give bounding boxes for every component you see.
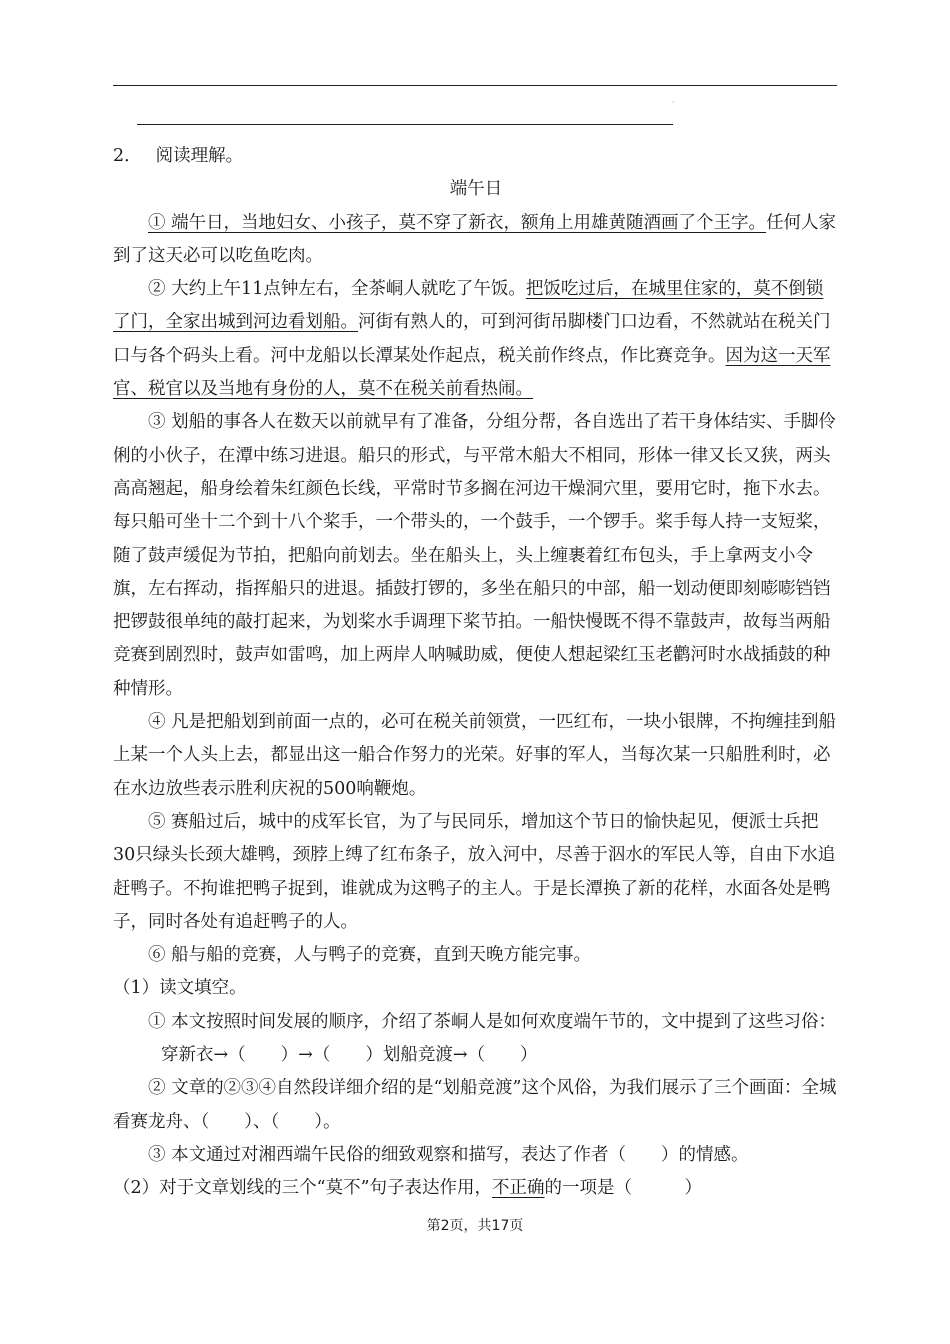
page-footer: 第2页，共17页 bbox=[426, 1218, 524, 1234]
underlined-sentence-3: 因为这一天军官、税官以及当地有身份的人，莫不在税关前看热闹。 bbox=[113, 345, 831, 400]
sub-question-1-item-3: ③ 本文通过对湘西端午民俗的细致观察和描写，表达了作者（ ）的情感。 bbox=[148, 1144, 749, 1165]
question-label: 阅读理解。 bbox=[155, 146, 244, 166]
question-number: 2． bbox=[113, 146, 142, 166]
paragraph-2: ② 大约上午11点钟左右，全茶峒人就吃了午饭。把饭吃过后，在城里住家的，莫不倒锁了门，全家出城到河边看划船。河街有熟人的，可到河街吊脚楼门口边看，不然就站在税关门口与各个码头上看。河中龙船以长潭某处作起点，税关前作终点，作比赛竞争。因为这一天军官、税官以及当地有身份的人，莫不在税关前看热闹。 bbox=[113, 279, 831, 400]
paragraph-5: ⑤ 赛船过后，城中的戍军长官，为了与民同乐，增加这个节日的愉快起见，便派士兵把30只绿头长颈大雄鸭，颈脖上缚了红布条子，放入河中，尽善于泅水的军民人等，自由下水追赶鸭子。不拘谁把鸭子捉到，谁就成为这鸭子的主人。于是长潭换了新的花样，水面各处是鸭子，同时各处有追赶鸭子的人。 bbox=[113, 811, 836, 932]
answer-line-1 bbox=[113, 85, 837, 86]
sub-question-1-item-1: ① 本文按照时间发展的顺序，介绍了茶峒人是如何欢度端午节的，文中提到了这些习俗： bbox=[148, 1011, 837, 1032]
sub-question-2: （2）对于文章划线的三个“莫不”句子表达作用，不正确的一项是（ ） bbox=[113, 1178, 703, 1199]
article-title: 端午日 bbox=[449, 179, 503, 200]
paragraph-6: ⑥ 船与船的竞赛，人与鸭子的竞赛，直到天晚方能完事。 bbox=[148, 945, 592, 966]
underlined-not-correct: 不正确 bbox=[492, 1178, 545, 1199]
underlined-sentence-2: 把饭吃过后，在城里住家的，莫不倒锁了门，全家出城到河边看划船。 bbox=[113, 279, 824, 333]
paragraph-1: ① 端午日，当地妇女、小孩子，莫不穿了新衣，额角上用雄黄随酒画了个王字。任何人家到了这天必可以吃鱼吃肉。 bbox=[113, 212, 837, 266]
sub-question-1-label: （1）读文填空。 bbox=[113, 978, 247, 999]
sub-question-1-blanks: 穿新衣→（ ）→（ ）划船竞渡→（ ） bbox=[161, 1045, 538, 1066]
faint-dot: · bbox=[672, 98, 675, 107]
answer-line-2 bbox=[137, 124, 673, 125]
sub-question-1-item-2: ② 文章的②③④自然段详细介绍的是“划船竞渡”这个风俗，为我们展示了三个画面：全城看赛龙舟、（ ）、（ ）。 bbox=[113, 1078, 837, 1132]
underlined-sentence-1: ① 端午日，当地妇女、小孩子，莫不穿了新衣，额角上用雄黄随酒画了个王字。 bbox=[148, 212, 767, 233]
question-heading bbox=[113, 140, 839, 173]
paragraph-4: ④ 凡是把船划到前面一点的，必可在税关前领赏，一匹红布，一块小银牌，不拘缠挂到船上某一个人头上去，都显出这一船合作努力的光荣。好事的军人，当每次某一只船胜利时，必在水边放些表示胜利庆祝的500响鞭炮。 bbox=[113, 712, 837, 799]
page-content bbox=[113, 140, 839, 1206]
paragraph-3: ③ 划船的事各人在数天以前就早有了准备，分组分帮，各自选出了若干身体结实、手脚伶俐的小伙子，在潭中练习进退。船只的形式，与平常木船大不相同，形体一律又长又狭，两头高高翘起，船身绘着朱红颜色长线，平常时节多搁在河边干燥洞穴里，要用它时，拖下水去。每只船可坐十二个到十八个桨手，一个带头的，一个鼓手，一个锣手。桨手每人持一支短桨，随了鼓声缓促为节拍，把船向前划去。坐在船头上，头上缠裹着红布包头，手上拿两支小令旗，左右挥动，指挥船只的进退。插鼓打锣的，多坐在船只的中部，船一划动便即刻嘭嘭铛铛把锣鼓很单纯的敲打起来，为划桨水手调理下桨节拍。一船快慢既不得不靠鼓声，故每当两船竞赛到剧烈时，鼓声如雷鸣，加上两岸人呐喊助威，便使人想起梁红玉老鹳河时水战插鼓的种种情形。 bbox=[113, 412, 837, 699]
